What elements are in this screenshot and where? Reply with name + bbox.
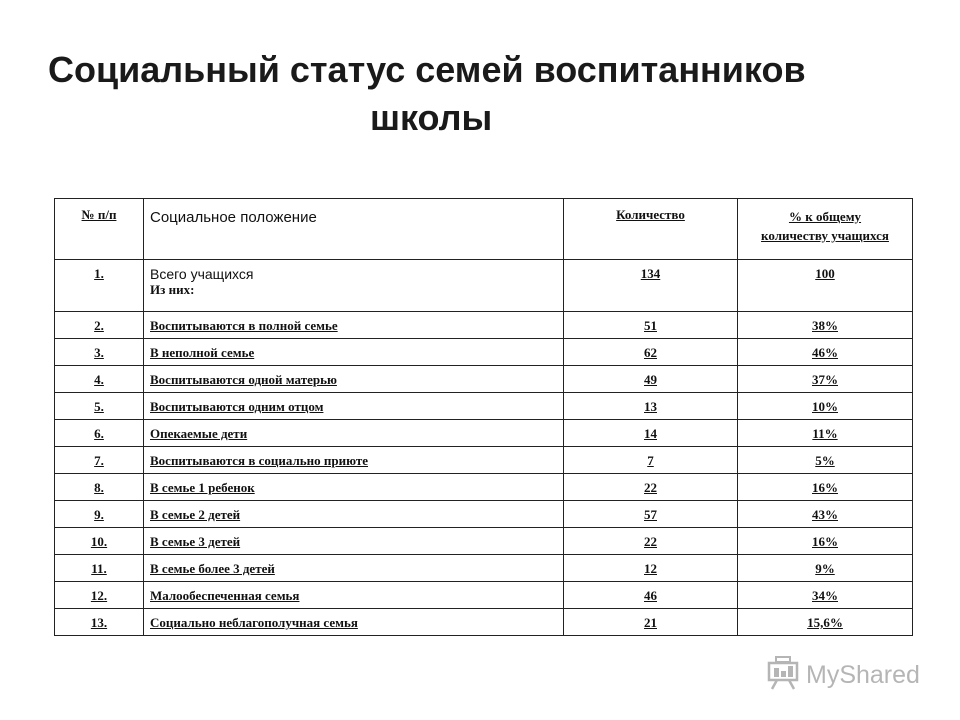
header-percent-line-2: количеству учащихся: [761, 228, 889, 243]
row-number: 9.: [55, 501, 144, 528]
row-position: Опекаемые дети: [144, 420, 564, 447]
table-row: [55, 474, 913, 501]
row-percent: 34%: [738, 582, 913, 609]
row-number: 7.: [55, 447, 144, 474]
row-quantity: 7: [564, 447, 738, 474]
row-number: 2.: [55, 312, 144, 339]
table-row: [55, 582, 913, 609]
table-row: [55, 447, 913, 474]
row-quantity: 62: [564, 339, 738, 366]
row-percent: 37%: [738, 366, 913, 393]
row-quantity: 22: [564, 528, 738, 555]
row-quantity: 57: [564, 501, 738, 528]
row-position: Воспитываются в полной семье: [144, 312, 564, 339]
total-label: Всего учащихся: [150, 266, 254, 282]
header-quantity: Количество: [564, 199, 738, 260]
row-number: 5.: [55, 393, 144, 420]
row-percent: 16%: [738, 474, 913, 501]
presentation-board-icon: [766, 656, 800, 695]
row-quantity: 12: [564, 555, 738, 582]
table-header-row: [55, 199, 913, 260]
row-number: 3.: [55, 339, 144, 366]
row-position: Воспитываются в социально приюте: [144, 447, 564, 474]
row-number: 10.: [55, 528, 144, 555]
row-number: 13.: [55, 609, 144, 636]
title-line-1: Социальный статус семей воспитанников: [48, 49, 806, 90]
table-row: [55, 366, 913, 393]
table-row: [55, 312, 913, 339]
table-row: [55, 501, 913, 528]
row-position: Малообеспеченная семья: [144, 582, 564, 609]
row-percent: 100: [738, 260, 913, 312]
row-percent: 11%: [738, 420, 913, 447]
social-status-table: [54, 198, 913, 636]
row-quantity: 22: [564, 474, 738, 501]
header-percent: [738, 199, 913, 260]
row-position: Социально неблагополучная семья: [144, 609, 564, 636]
row-position: В семье 2 детей: [144, 501, 564, 528]
table-row-total: [55, 260, 913, 312]
table-row: [55, 393, 913, 420]
total-sublabel: Из них:: [150, 282, 195, 297]
watermark-text: MyShared: [806, 660, 920, 689]
row-quantity: 14: [564, 420, 738, 447]
header-percent-line-1: % к общему: [788, 209, 862, 224]
row-position: В семье 3 детей: [144, 528, 564, 555]
row-percent: 38%: [738, 312, 913, 339]
myshared-watermark: [766, 655, 936, 695]
row-percent: 5%: [738, 447, 913, 474]
row-percent: 43%: [738, 501, 913, 528]
row-percent: 46%: [738, 339, 913, 366]
row-quantity: 13: [564, 393, 738, 420]
table-row: [55, 609, 913, 636]
row-quantity: 49: [564, 366, 738, 393]
table-row: [55, 420, 913, 447]
header-position: Социальное положение: [144, 199, 564, 260]
row-number: 12.: [55, 582, 144, 609]
row-position: Воспитываются одним отцом: [144, 393, 564, 420]
row-percent: 16%: [738, 528, 913, 555]
row-quantity: 46: [564, 582, 738, 609]
row-percent: 9%: [738, 555, 913, 582]
row-number: 4.: [55, 366, 144, 393]
row-position: [144, 260, 564, 312]
table-row: [55, 555, 913, 582]
row-quantity: 134: [564, 260, 738, 312]
row-position: В неполной семье: [144, 339, 564, 366]
table-row: [55, 528, 913, 555]
header-number: № п/п: [55, 199, 144, 260]
title-line-2: школы: [370, 97, 493, 138]
row-number: 1.: [55, 260, 144, 312]
row-position: Воспитываются одной матерью: [144, 366, 564, 393]
row-number: 8.: [55, 474, 144, 501]
row-percent: 15,6%: [738, 609, 913, 636]
row-number: 11.: [55, 555, 144, 582]
row-percent: 10%: [738, 393, 913, 420]
row-position: В семье 1 ребенок: [144, 474, 564, 501]
row-position: В семье более 3 детей: [144, 555, 564, 582]
table-row: [55, 339, 913, 366]
row-quantity: 51: [564, 312, 738, 339]
row-number: 6.: [55, 420, 144, 447]
row-quantity: 21: [564, 609, 738, 636]
